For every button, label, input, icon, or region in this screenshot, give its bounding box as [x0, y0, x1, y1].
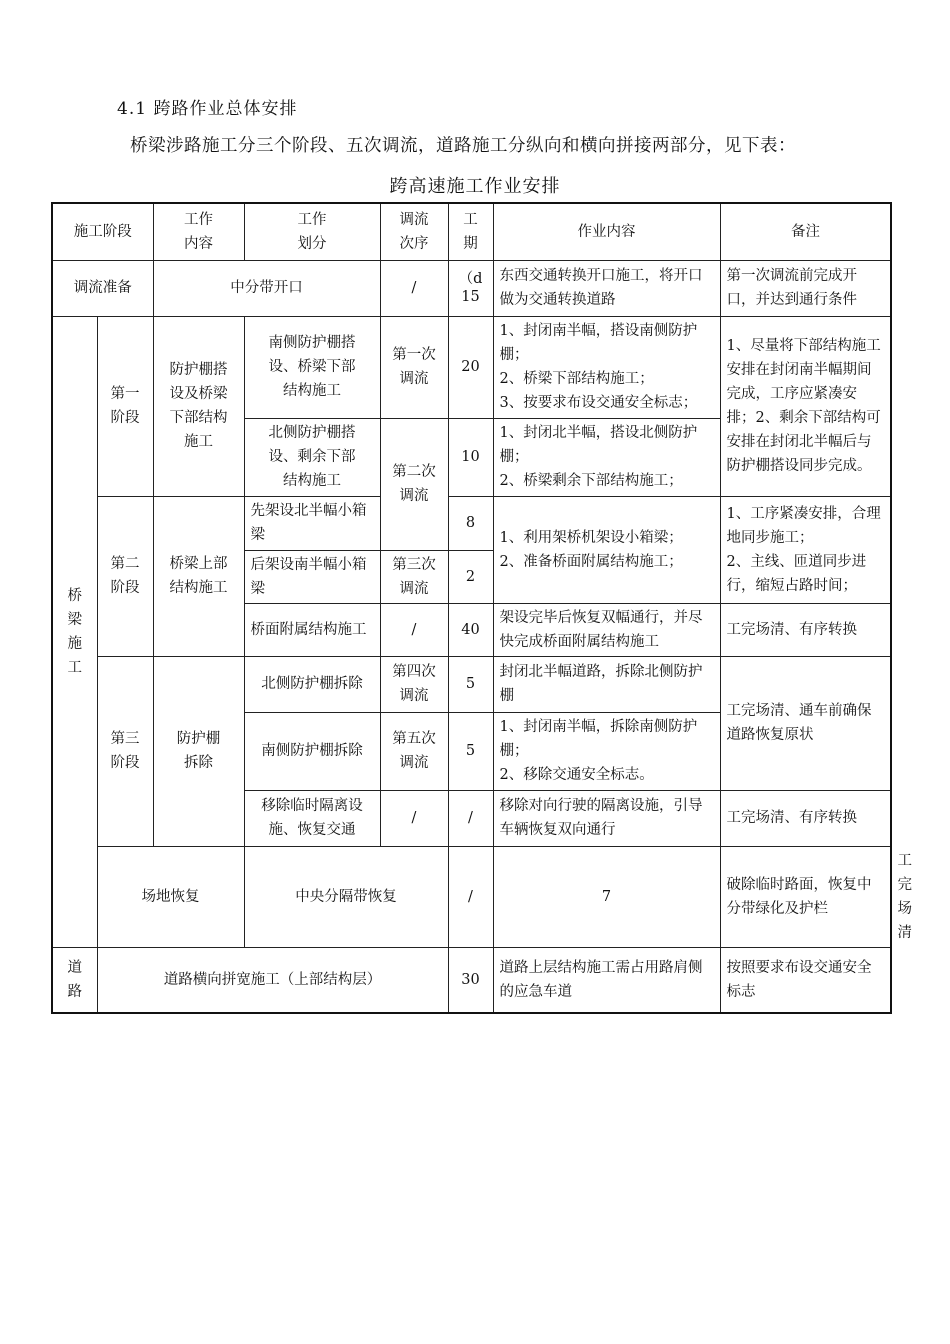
schedule-table	[51, 202, 912, 1014]
prep-content: 东西交通转换开口施工，将开口做为交通转换道路	[493, 260, 720, 316]
phase2-division-a: 先架设北半幅小箱梁	[244, 496, 380, 550]
header-work: 工作 内容	[153, 203, 244, 260]
road-notes: 按照要求布设交通安全标志	[720, 947, 891, 1013]
phase1-name: 第一阶段	[97, 316, 153, 496]
phase3-notes-c: 工完场清、有序转换	[720, 790, 891, 846]
phase2-work: 桥梁上部结构施工	[153, 496, 244, 656]
road-period: 30	[448, 947, 493, 1013]
phase2-division-c: 桥面附属结构施工	[244, 603, 380, 656]
phase3-content-a: 封闭北半幅道路，拆除北侧防护棚	[493, 656, 720, 712]
restore-content: 破除临时路面，恢复中分带绿化及护栏	[720, 846, 891, 947]
road-content: 道路上层结构施工需占用路肩侧的应急车道	[493, 947, 720, 1013]
prep-stage: 调流准备	[52, 260, 153, 316]
restore-order: /	[448, 846, 493, 947]
phase1-order-a: 第一次调流	[380, 316, 448, 418]
table-row-prep	[52, 260, 891, 316]
phase3-name: 第三阶段	[97, 656, 153, 846]
phase3-content-c: 移除对向行驶的隔离设施，引导车辆恢复双向通行	[493, 790, 720, 846]
header-stage: 施工阶段	[52, 203, 153, 260]
phase1-content-a: 1、封闭南半幅，搭设南侧防护棚； 2、桥梁下部结构施工； 3、按要求布设交通安全标志；	[493, 316, 720, 418]
prep-work: 中分带开口	[153, 260, 380, 316]
table-row-phase2-a	[52, 496, 891, 550]
intro-paragraph: 桥梁涉路施工分三个阶段、五次调流，道路施工分纵向和横向拼接两部分，见下表：	[130, 136, 796, 156]
phase2-notes-shared: 1、工序紧凑安排，合理地同步施工； 2、主线、匝道同步进行，缩短占路时间；	[720, 496, 891, 603]
phase3-order-a: 第四次调流	[380, 656, 448, 712]
prep-period: （d 15	[448, 260, 493, 316]
phase3-division-c: 移除临时隔离设施、恢复交通	[244, 790, 380, 846]
phase3-order-b: 第五次调流	[380, 712, 448, 790]
phase1-period-a: 20	[448, 316, 493, 418]
prep-notes: 第一次调流前完成开口，并达到通行条件	[720, 260, 891, 316]
table-row-phase1-a	[52, 316, 891, 418]
phase2-division-b: 后架设南半幅小箱梁	[244, 550, 380, 603]
header-content: 作业内容	[493, 203, 720, 260]
phase2-period-a: 8	[448, 496, 493, 550]
phase1-period-b: 10	[448, 418, 493, 496]
restore-stage: 场地恢复	[97, 846, 244, 947]
road-work: 道路横向拼宽施工（上部结构层）	[97, 947, 448, 1013]
phase2-period-c: 40	[448, 603, 493, 656]
header-period: 工 期	[448, 203, 493, 260]
phase1-division-b: 北侧防护棚搭设、剩余下部结构施工	[244, 418, 380, 496]
phase2-period-b: 2	[448, 550, 493, 603]
phase2-order-b: 第三次调流	[380, 550, 448, 603]
phase2-order-c: /	[380, 603, 448, 656]
section-heading: 4.1 跨路作业总体安排	[117, 99, 298, 119]
table-caption: 跨高速施工作业安排	[389, 176, 561, 197]
restore-work: 中央分隔带恢复	[244, 846, 448, 947]
phase3-content-b: 1、封闭南半幅，拆除南侧防护棚； 2、移除交通安全标志。	[493, 712, 720, 790]
phase3-notes-shared: 工完场清、通车前确保道路恢复原状	[720, 656, 891, 790]
phase2-content-shared: 1、利用架桥机架设小箱梁； 2、准备桥面附属结构施工；	[493, 496, 720, 603]
restore-period: 7	[493, 846, 720, 947]
table-row-road	[52, 947, 891, 1013]
phase3-division-b: 南侧防护棚拆除	[244, 712, 380, 790]
phase3-period-a: 5	[448, 656, 493, 712]
phase1-division-a: 南侧防护棚搭设、桥梁下部结构施工	[244, 316, 380, 418]
phase2-name: 第二阶段	[97, 496, 153, 656]
phase3-period-c: /	[448, 790, 493, 846]
phase1-order-b: 第二次调流	[380, 418, 448, 550]
header-row	[52, 203, 891, 260]
phase3-period-b: 5	[448, 712, 493, 790]
phase3-work: 防护棚拆除	[153, 656, 244, 846]
phase3-division-a: 北侧防护棚拆除	[244, 656, 380, 712]
prep-order: /	[380, 260, 448, 316]
table-row-phase3-a	[52, 656, 891, 712]
table-row-restore: 场地恢复 中央分隔带恢复 / 7 破除临时路面，恢复中分带绿化及护栏 工完场清	[52, 846, 891, 947]
road-stage: 道路	[52, 947, 97, 1013]
header-order: 调流 次序	[380, 203, 448, 260]
header-division: 工作 划分	[244, 203, 380, 260]
bridge-group-label: 桥梁施工	[52, 316, 97, 947]
phase1-work: 防护棚搭设及桥梁下部结构施工	[153, 316, 244, 496]
phase2-notes-c: 工完场清、有序转换	[720, 603, 891, 656]
phase2-content-c: 架设完毕后恢复双幅通行，并尽快完成桥面附属结构施工	[493, 603, 720, 656]
phase1-notes: 1、尽量将下部结构施工安排在封闭南半幅期间完成，工序应紧凑安排；2、剩余下部结构可安排在封闭北半幅后与防护棚搭设同步完成。	[720, 316, 891, 496]
phase1-content-b: 1、封闭北半幅，搭设北侧防护棚； 2、桥梁剩余下部结构施工；	[493, 418, 720, 496]
phase3-order-c: /	[380, 790, 448, 846]
header-notes: 备注	[720, 203, 891, 260]
